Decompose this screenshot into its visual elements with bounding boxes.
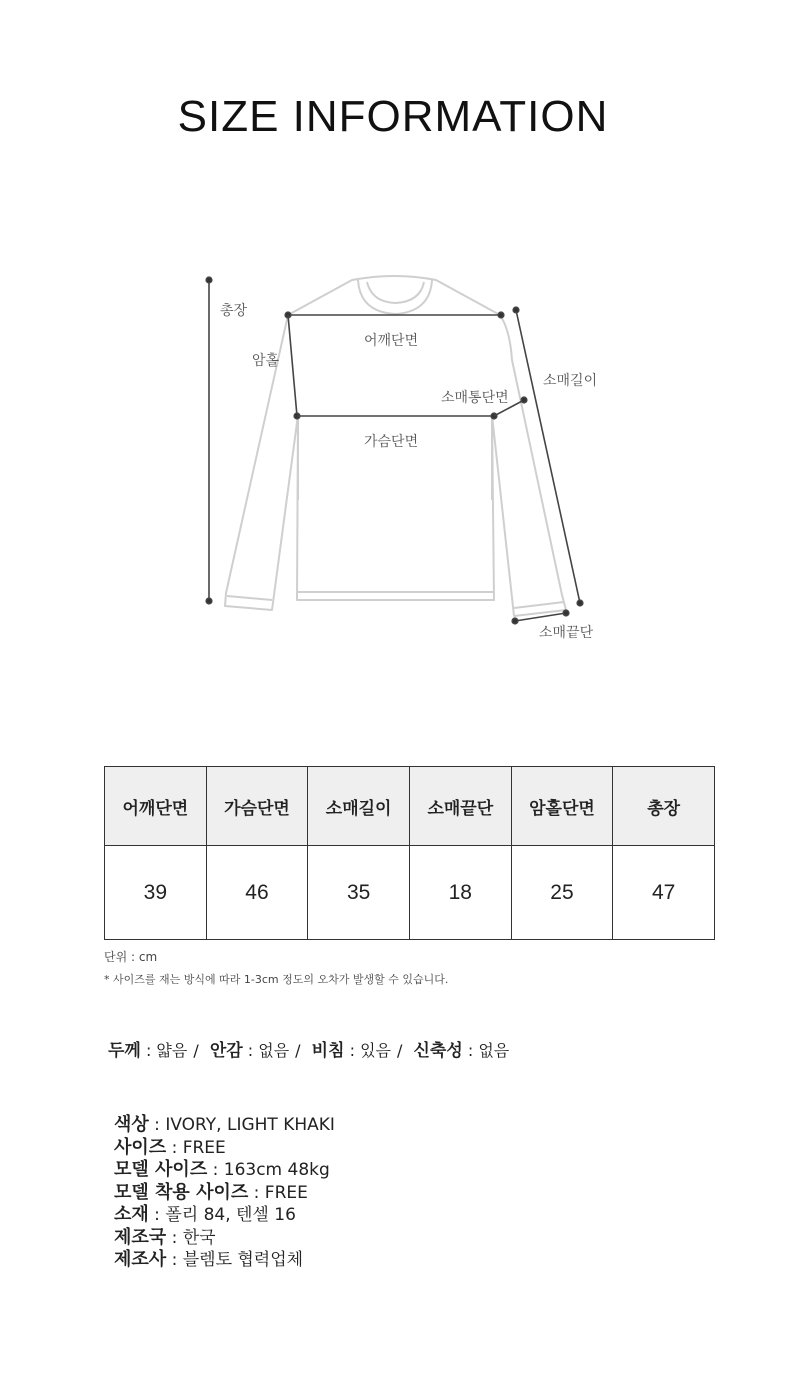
info-row-color: 색상 : IVORY, LIGHT KHAKI — [114, 1114, 335, 1135]
info-value: IVORY, LIGHT KHAKI — [165, 1115, 335, 1135]
attr-sheerness-value: 있음 — [360, 1041, 391, 1060]
attr-lining-value: 없음 — [258, 1041, 290, 1060]
table-header-row — [105, 767, 715, 846]
unit-note: 단위 : cm — [104, 950, 158, 964]
value-shoulder: 39 — [105, 846, 207, 940]
info-row-manufacturer: 제조사 : 블렘토 협력업체 — [114, 1249, 304, 1270]
info-value: 폴리 84, 텐셀 16 — [165, 1205, 296, 1225]
info-value: FREE — [182, 1137, 226, 1158]
label-shoulder: 어깨단면 — [364, 333, 419, 349]
info-label: 소재 — [114, 1204, 149, 1225]
label-total-length: 총장 — [220, 303, 248, 319]
info-label: 색상 — [114, 1114, 149, 1135]
info-label: 제조사 — [114, 1249, 167, 1270]
info-label: 모델 사이즈 — [114, 1159, 208, 1180]
disclaimer-note: * 사이즈를 재는 방식에 따라 1-3cm 정도의 오차가 발생할 수 있습니다. — [104, 973, 449, 986]
separator: / — [397, 1041, 403, 1060]
info-row-country: 제조국 : 한국 — [114, 1226, 216, 1248]
header-sleeve-end: 소매끝단 — [409, 767, 511, 846]
attr-stretch-value: 없음 — [478, 1041, 510, 1060]
value-sleeve-end: 18 — [409, 846, 511, 940]
info-label: 사이즈 — [114, 1136, 167, 1158]
header-shoulder: 어깨단면 — [105, 767, 207, 846]
info-label: 제조국 — [114, 1226, 167, 1248]
separator: / — [193, 1041, 199, 1060]
value-total-length: 47 — [613, 846, 715, 940]
value-chest: 46 — [206, 846, 308, 940]
info-row-model-wearing-size: 모델 착용 사이즈 : FREE — [114, 1181, 308, 1203]
info-row-size: 사이즈 : FREE — [114, 1136, 226, 1158]
header-sleeve-length: 소매길이 — [308, 767, 410, 846]
info-row-material: 소재 : 폴리 84, 텐셀 16 — [114, 1204, 296, 1225]
garment-diagram — [0, 250, 786, 660]
value-armhole: 25 — [511, 846, 613, 940]
header-armhole: 암홀단면 — [511, 767, 613, 846]
header-chest: 가슴단면 — [206, 767, 308, 846]
info-value: 한국 — [182, 1227, 216, 1248]
value-sleeve-length: 35 — [308, 846, 410, 940]
label-sleeve-width: 소매통단면 — [441, 390, 509, 406]
info-label: 모델 착용 사이즈 — [114, 1181, 249, 1203]
attr-stretch-label: 신축성 — [413, 1041, 463, 1061]
fabric-attributes: 두께 : 얇음 / 안감 : 없음 / 비침 : 있음 / 신축성 : 없음 — [108, 1041, 510, 1061]
label-sleeve-length: 소매길이 — [543, 373, 598, 389]
page-title: SIZE INFORMATION — [177, 92, 609, 141]
size-table — [104, 766, 715, 940]
separator: / — [295, 1041, 301, 1060]
attr-thickness-value: 얇음 — [156, 1041, 188, 1060]
label-armhole: 암홀 — [252, 353, 280, 369]
header-total-length: 총장 — [613, 767, 715, 846]
label-sleeve-end: 소매끝단 — [539, 625, 594, 641]
table-row — [105, 846, 715, 940]
attr-sheerness-label: 비침 — [311, 1041, 345, 1061]
info-value: 163cm 48kg — [223, 1160, 330, 1180]
product-info — [114, 1114, 335, 1272]
attr-lining-label: 안감 — [209, 1041, 243, 1061]
label-chest: 가슴단면 — [364, 434, 419, 450]
info-row-model-size: 모델 사이즈 : 163cm 48kg — [114, 1159, 330, 1180]
attr-thickness-label: 두께 — [108, 1041, 141, 1061]
info-value: FREE — [264, 1182, 308, 1203]
sweater-outline-illustration — [0, 250, 786, 660]
info-value: 블렘토 협력업체 — [182, 1250, 304, 1270]
